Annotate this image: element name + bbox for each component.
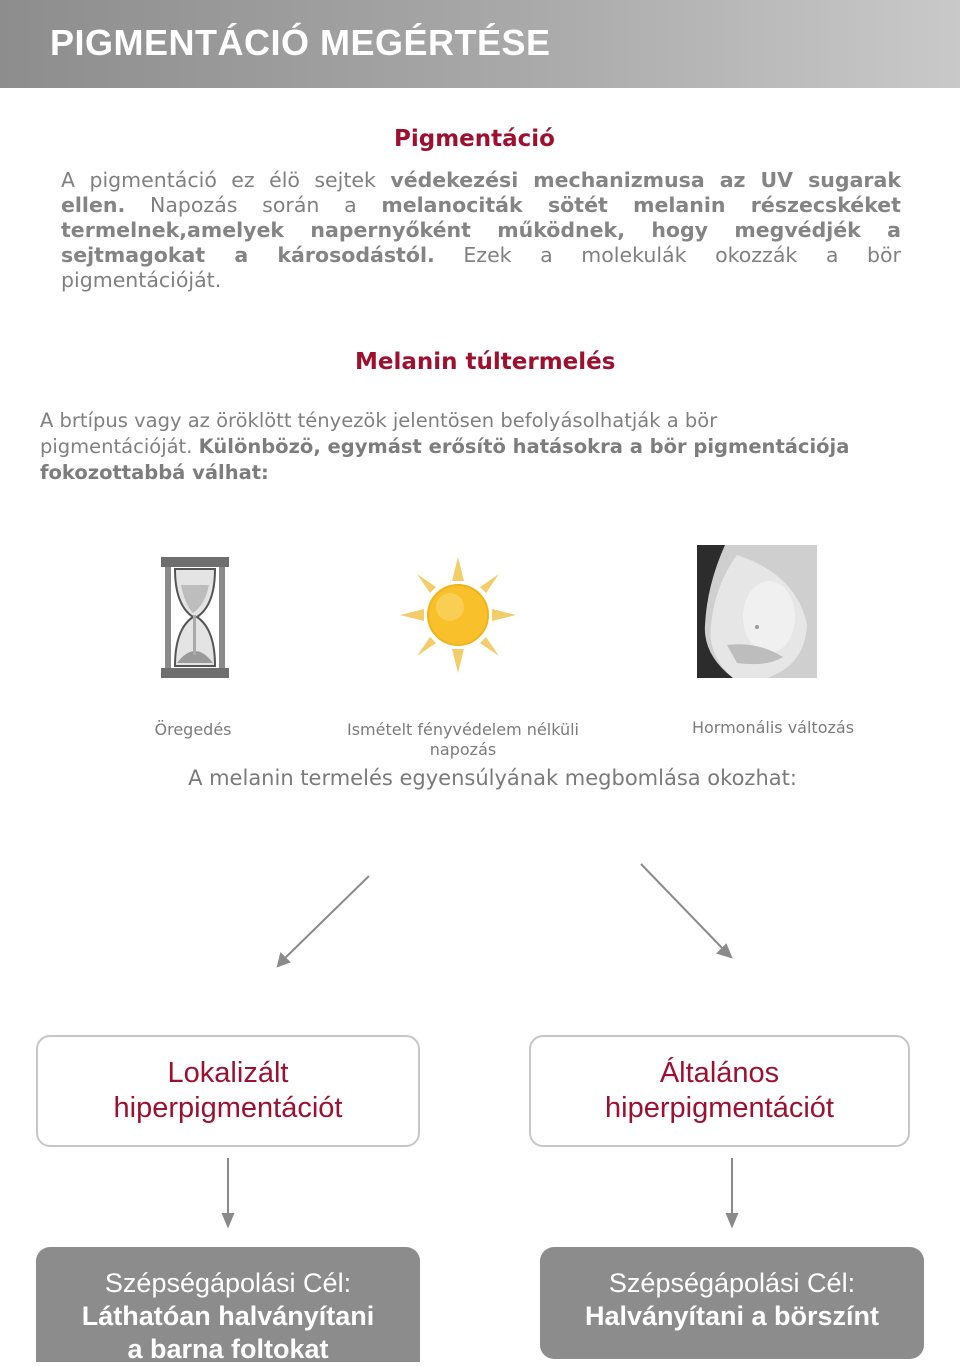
text-run-bold: termelnek,amelyek napernyőként működnek, hogy megvédjék a — [61, 218, 901, 242]
summary-text: A melanin termelés egyensúlyának megbomlása okozhat: — [188, 766, 797, 790]
text-run: A pigmentáció ez élö sejtek — [61, 168, 376, 192]
goal-general-box — [540, 1247, 924, 1359]
goal-line-bold: Láthatóan halványítani — [81, 1301, 375, 1331]
text-run-bold: Különbözö, egymást erősítö hatásokra a bör pigmentációja — [198, 435, 850, 458]
section-title-melanin: Melanin túltermelés — [355, 349, 616, 375]
outcome-line: Lokalizált — [167, 1057, 289, 1089]
outcome-line: hiperpigmentációt — [605, 1092, 834, 1124]
goal-line-bold: Halványítani a börszínt — [584, 1301, 880, 1331]
text-run: Napozás során a — [149, 193, 357, 217]
paragraph-line: pigmentációját. — [61, 268, 222, 292]
arrow-right-diagonal — [641, 864, 725, 951]
goal-line: Szépségápolási Cél: — [104, 1268, 352, 1298]
goal-line-bold: a barna foltokat — [127, 1334, 329, 1364]
text-run: Ezek a molekulák okozzák a bör — [463, 243, 901, 267]
outcome-line: hiperpigmentációt — [113, 1092, 343, 1124]
outcome-general-box — [529, 1035, 910, 1147]
text-run-bold: melanociták sötét melanin részecskéket — [381, 193, 901, 217]
goal-localized-box — [36, 1247, 420, 1362]
text-run-bold: ellen. — [61, 193, 126, 217]
section-title-pigmentation: Pigmentáció — [394, 126, 555, 152]
outcome-localized-box — [36, 1035, 420, 1147]
paragraph-line: A brtípus vagy az öröklött tényezök jelentösen befolyásolhatják a bör — [40, 409, 718, 432]
outcome-line: Általános — [659, 1057, 780, 1089]
goal-line: Szépségápolási Cél: — [608, 1268, 856, 1298]
caption-line: Ismételt fényvédelem nélküli — [347, 720, 579, 739]
paragraph-line: fokozottabbá válhat: — [40, 461, 269, 484]
caption-hormonal: Hormonális változás — [691, 718, 855, 737]
page-title: PIGMENTÁCIÓ MEGÉRTÉSE — [50, 22, 551, 63]
arrow-head — [727, 1214, 737, 1226]
text-run: pigmentációját. — [40, 435, 193, 458]
arrow-head — [223, 1214, 233, 1226]
arrow-left-diagonal — [283, 876, 369, 960]
text-run-bold: sejtmagokat a károsodástól. — [61, 243, 435, 267]
text-run-bold: védekezési mechanizmusa az UV sugarak — [390, 168, 901, 192]
caption-line: napozás — [429, 740, 497, 759]
caption-aging: Öregedés — [154, 720, 232, 739]
